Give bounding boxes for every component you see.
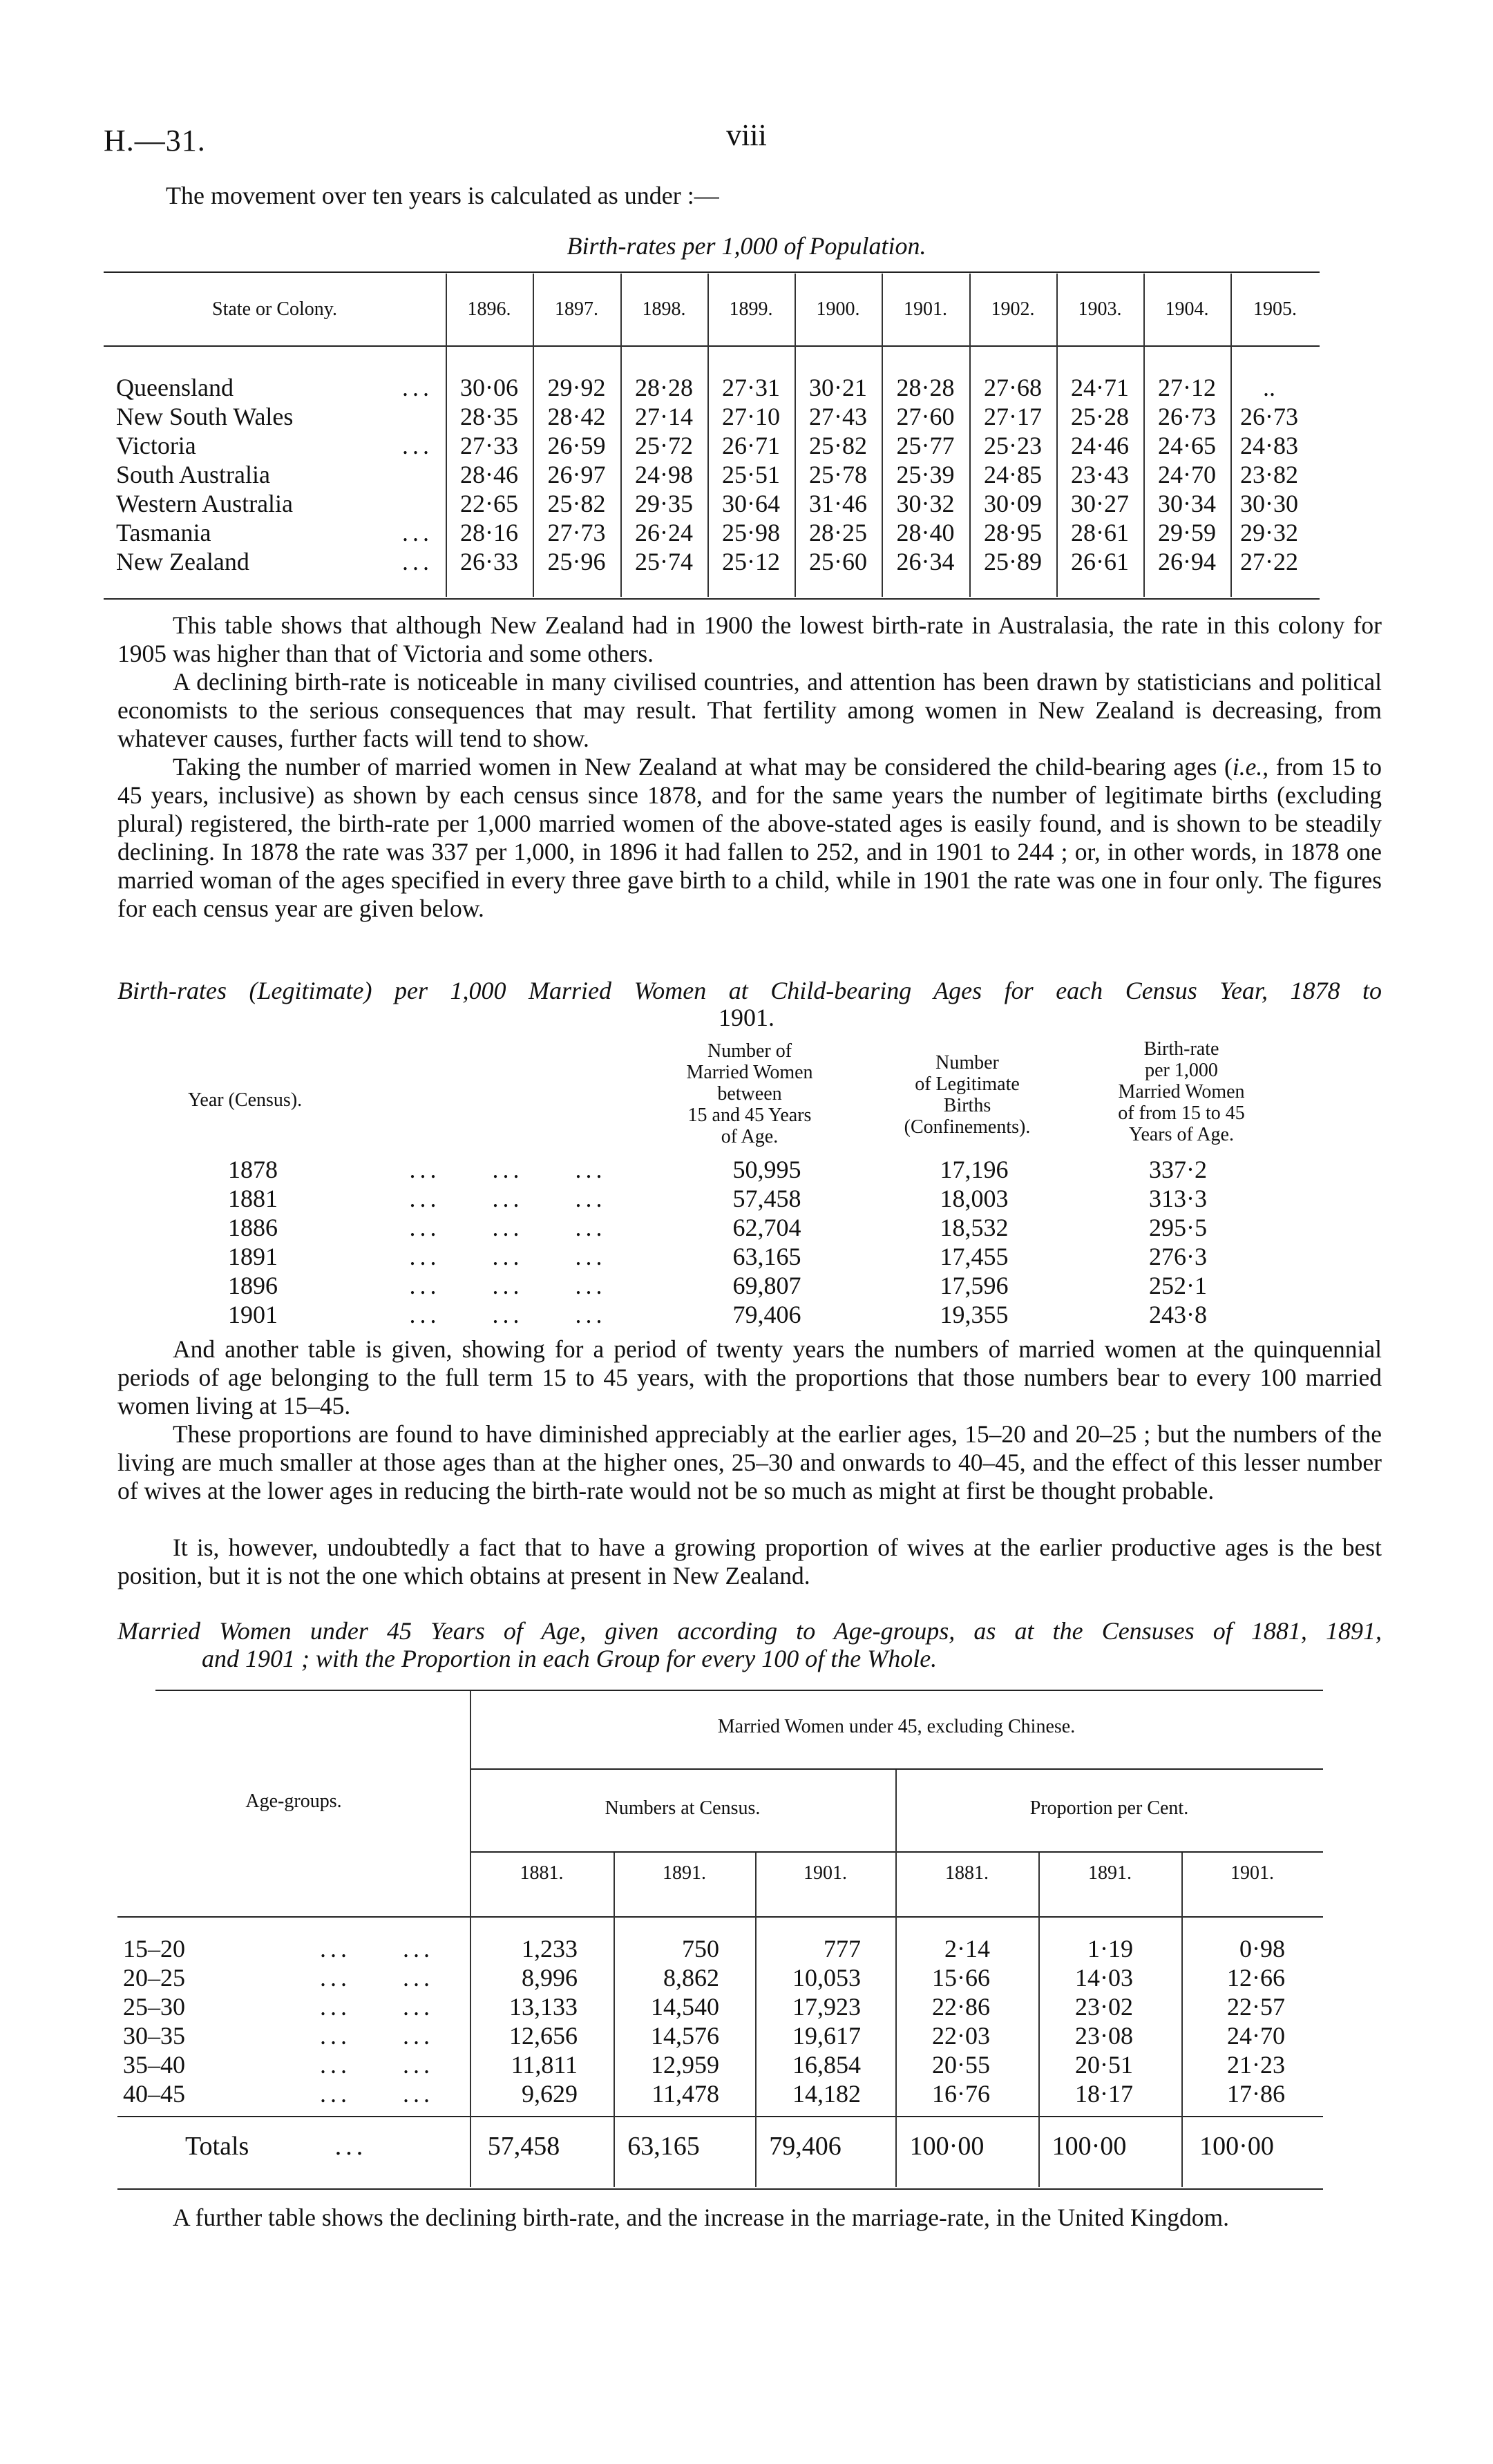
total-number: 57,458: [487, 2132, 560, 2161]
table3-header-rule: [117, 1916, 1323, 1918]
proportion-per-cent-header: Proportion per Cent.: [1029, 1797, 1189, 1819]
paragraph-2: [117, 668, 1382, 753]
table1-grid: [104, 274, 1320, 373]
birth-rate-value: 28·35: [460, 403, 518, 430]
paragraph-3-text-b: , from 15 to 45 years, inclusive) as shown by each census since 1878, and for the same years the number of legitimate births (excluding plural) registered, the birth-rate per 1,000 married women of the above-stated ages is easily found, and is shown to be steadily declining. In 1878 the rate was 337 per 1,000, in 1896 it had fallen to 252, and in 1901 to 244 ; or, in other words, in 1878 one married woman of the ages specified in every three gave birth to a child, while in 1901 the rate was one in four only. The figures for each census year are given below.: [117, 753, 1382, 922]
dot-leader: ... ... ...: [409, 1185, 607, 1212]
age-group: 35–40: [123, 2051, 185, 2079]
birth-rate-value: 25·51: [722, 461, 780, 488]
proportion-value: 23·02: [1075, 1993, 1133, 2021]
married-women-count: 79,406: [732, 1301, 801, 1328]
proportion-value: 18·17: [1075, 2080, 1133, 2108]
header-line: Number: [935, 1052, 999, 1073]
birth-rate-value: 337·2: [1149, 1156, 1207, 1183]
birth-rate-value: 25·82: [809, 432, 867, 459]
paragraph-4: [117, 1335, 1382, 1420]
year-column-header: 1881.: [520, 1862, 564, 1884]
age-group: 20–25: [123, 1964, 185, 1992]
census-year: 1891: [228, 1243, 278, 1270]
birth-rate-value: 276·3: [1149, 1243, 1207, 1270]
paragraph-4-text: And another table is given, showing for a period of twenty years the numbers of married women at the quinquennial periods of age belonging to the full term 15 to 45 years, with the proportions that those numbers bear to every 100 married women living at 15–45.: [117, 1335, 1382, 1420]
state-column-header: State or Colony.: [212, 298, 337, 320]
birth-rate-value: 28·42: [547, 403, 606, 430]
birth-rate-value: 30·09: [984, 490, 1042, 517]
married-women-header: [636, 1040, 864, 1147]
table2-row: [228, 1155, 1278, 1184]
legitimate-births-count: 18,003: [940, 1185, 1009, 1212]
state-name: Queensland: [116, 374, 234, 401]
census-year: 1881: [228, 1185, 278, 1212]
birth-rate-value: 25·72: [635, 432, 693, 459]
birth-rate-value: 25·77: [896, 432, 955, 459]
proportion-value: 17·86: [1227, 2080, 1285, 2108]
census-number: 14,182: [792, 2080, 861, 2108]
birth-rate-value: 28·46: [460, 461, 518, 488]
age-group: 40–45: [123, 2080, 185, 2108]
birth-rate-value: 27·60: [896, 403, 955, 430]
birth-rate-value: 27·10: [722, 403, 780, 430]
birth-rate-value: 28·16: [460, 519, 518, 546]
census-year: 1878: [228, 1156, 278, 1183]
proportion-value: 23·08: [1075, 2022, 1133, 2050]
birth-rate-value: 313·3: [1149, 1185, 1207, 1212]
table3-caption-line2: and 1901 ; with the Proportion in each Group for every 100 of the Whole.: [202, 1645, 938, 1672]
year-column-header: 1900.: [816, 298, 860, 320]
proportion-value: 2·14: [944, 1935, 990, 1962]
married-women-count: 62,704: [732, 1214, 801, 1241]
birth-rate-value: 27·17: [984, 403, 1042, 430]
dot-leader: ... ... ...: [409, 1243, 607, 1270]
birth-rate-value: 27·33: [460, 432, 518, 459]
table3-body: [123, 1934, 1313, 2108]
year-column-header: 1901.: [803, 1862, 847, 1884]
year-column-header: 1903.: [1078, 298, 1122, 320]
birth-rate-value: 27·14: [635, 403, 693, 430]
closing-paragraph: [117, 2204, 1382, 2232]
table1-row: [116, 373, 1308, 402]
table1-row: [116, 518, 1308, 547]
birth-rate-value: 25·60: [809, 548, 867, 575]
age-group: 25–30: [123, 1993, 185, 2021]
intro-line: The movement over ten years is calculated as under :—: [166, 182, 719, 209]
year-column-header: 1896.: [467, 298, 511, 320]
census-number: 12,656: [509, 2022, 578, 2050]
proportion-value: 12·66: [1227, 1964, 1285, 1992]
proportion-value: 24·70: [1227, 2022, 1285, 2050]
census-number: 14,540: [651, 1993, 719, 2021]
proportion-value: 0·98: [1239, 1935, 1285, 1962]
dot-leader: [344, 402, 446, 431]
total-proportion: 100·00: [1052, 2132, 1127, 2161]
census-number: 10,053: [792, 1964, 861, 1992]
table3-row: [123, 2021, 1313, 2050]
dot-leader: ... ...: [320, 1935, 434, 1962]
table1-header-row: [104, 274, 1320, 345]
birth-rate-value: 28·28: [896, 374, 955, 401]
birth-rate-value: 26·71: [722, 432, 780, 459]
birth-rate-value: 25·89: [984, 548, 1042, 575]
table1-caption: Birth-rates per 1,000 of Population.: [567, 232, 926, 260]
birth-rate-value: 24·98: [635, 461, 693, 488]
birth-rate-value: 24·71: [1071, 374, 1129, 401]
birth-rate-value: 24·46: [1071, 432, 1129, 459]
birth-rate-value: 26·94: [1158, 548, 1216, 575]
header-line: Births: [943, 1095, 991, 1116]
totals-row: [123, 2131, 1313, 2161]
age-group: 30–35: [123, 2022, 185, 2050]
header-line: per 1,000: [1145, 1060, 1218, 1081]
birth-rate-value: 22·65: [460, 490, 518, 517]
paragraph-2-text: A declining birth-rate is noticeable in many civilised countries, and attention has been drawn by statisticians and political economists to the serious consequences that may result. That fertility among women in New Zealand is decreasing, from whatever causes, further facts will tend to show.: [117, 668, 1382, 752]
birth-rate-value: 26·73: [1240, 403, 1298, 430]
census-number: 8,862: [663, 1964, 719, 1992]
birth-rate-value: 25·12: [722, 548, 780, 575]
state-name: New South Wales: [116, 403, 294, 430]
table1-bottom-rule: [104, 598, 1320, 600]
table2-row: [228, 1242, 1278, 1271]
state-name: South Australia: [116, 461, 270, 488]
legitimate-births-count: 19,355: [940, 1301, 1009, 1328]
birth-rate-value: 29·92: [547, 374, 606, 401]
birth-rate-value: 24·70: [1158, 461, 1216, 488]
table1-body: [116, 373, 1308, 576]
dot-leader: ... ... ...: [409, 1214, 607, 1241]
closing-paragraph-text: A further table shows the declining birth-rate, and the increase in the marriage-rate, in the United Kingdom.: [173, 2204, 1229, 2231]
birth-rate-value: 28·95: [984, 519, 1042, 546]
birth-rate-value: 24·83: [1240, 432, 1298, 459]
header-line: of Legitimate: [915, 1073, 1020, 1095]
birth-rate-value: 27·22: [1240, 548, 1298, 575]
census-number: 11,811: [511, 2051, 578, 2079]
proportion-value: 1·19: [1087, 1935, 1133, 1962]
birth-rate-value: 26·24: [635, 519, 693, 546]
birth-rate-value: 27·68: [984, 374, 1042, 401]
year-column-header: 1901.: [1230, 1862, 1274, 1884]
year-column-header: 1881.: [945, 1862, 989, 1884]
dot-leader: ... ... ...: [409, 1301, 607, 1328]
state-name: Western Australia: [116, 490, 294, 517]
proportion-value: 20·55: [932, 2051, 990, 2079]
birth-rate-value: 28·40: [896, 519, 955, 546]
birth-rate-value: 30·34: [1158, 490, 1216, 517]
state-name: New Zealand: [116, 548, 249, 575]
birth-rate-header: [1064, 1038, 1299, 1145]
married-women-count: 50,995: [732, 1156, 801, 1183]
table2-row: [228, 1213, 1278, 1242]
proportion-value: 22·86: [932, 1993, 990, 2021]
table3-row: [123, 1992, 1313, 2021]
birth-rate-value: 27·31: [722, 374, 780, 401]
married-women-super-header: Married Women under 45, excluding Chinese.: [717, 1716, 1076, 1737]
table3-row: [123, 2050, 1313, 2079]
paragraph-3: [117, 753, 1382, 923]
birth-rate-value: 23·43: [1071, 461, 1129, 488]
legitimate-births-header: [853, 1052, 1081, 1138]
census-year: 1896: [228, 1272, 278, 1299]
birth-rate-value: 24·85: [984, 461, 1042, 488]
birth-rate-value: 243·8: [1149, 1301, 1207, 1328]
census-number: 14,576: [651, 2022, 719, 2050]
header-line: Number of: [707, 1040, 792, 1062]
birth-rate-value: 25·74: [635, 548, 693, 575]
birth-rate-value: 28·25: [809, 519, 867, 546]
year-column-header: 1891.: [663, 1862, 706, 1884]
dot-leader: ... ... ...: [409, 1156, 607, 1183]
married-women-count: 69,807: [732, 1272, 801, 1299]
birth-rate-value: 28·61: [1071, 519, 1129, 546]
dot-leader: ... ...: [320, 2051, 434, 2079]
census-year: 1886: [228, 1214, 278, 1241]
year-census-header: Year (Census).: [188, 1089, 303, 1111]
page-number: viii: [726, 118, 767, 152]
dot-leader: ... ...: [320, 2080, 434, 2108]
dot-leader: ...: [402, 548, 433, 575]
table3-row: [123, 2079, 1313, 2108]
table1-row: [116, 431, 1308, 460]
page-reference: H.—31.: [104, 124, 206, 157]
birth-rate-value: 26·97: [547, 461, 606, 488]
paragraph-1: [117, 611, 1382, 668]
age-group: 15–20: [123, 1935, 185, 1962]
census-number: 13,133: [509, 1993, 578, 2021]
state-name: Tasmania: [116, 519, 211, 546]
birth-rate-value: 30·64: [722, 490, 780, 517]
birth-rate-value: 30·30: [1240, 490, 1298, 517]
legitimate-births-count: 17,455: [940, 1243, 1009, 1270]
table2-caption-line1: Birth-rates (Legitimate) per 1,000 Married Women at Child-bearing Ages for each Census Year, 1878 to: [117, 977, 1382, 1004]
year-column-header: 1891.: [1088, 1862, 1132, 1884]
census-number: 12,959: [651, 2051, 719, 2079]
birth-rate-value: 29·32: [1240, 519, 1298, 546]
year-column-header: 1897.: [555, 298, 598, 320]
birth-rate-value: 30·06: [460, 374, 518, 401]
birth-rate-value: 29·35: [635, 490, 693, 517]
birth-rate-value: 31·46: [809, 490, 867, 517]
header-line: Years of Age.: [1129, 1124, 1234, 1145]
birth-rate-value: 25·78: [809, 461, 867, 488]
birth-rate-value: 23·82: [1240, 461, 1298, 488]
birth-rate-value: 30·21: [809, 374, 867, 401]
birth-rate-value: 27·12: [1158, 374, 1216, 401]
header-line: of Age.: [721, 1126, 779, 1147]
proportion-value: 22·03: [932, 2022, 990, 2050]
table3-row: [123, 1963, 1313, 1992]
header-line: Married Women: [1118, 1081, 1245, 1102]
birth-rate-value: 26·59: [547, 432, 606, 459]
proportion-value: 15·66: [932, 1964, 990, 1992]
table3-caption-line1: Married Women under 45 Years of Age, given according to Age-groups, as at the Censuses of 1881, 1891,: [117, 1617, 1382, 1645]
header-line: Married Women: [686, 1062, 813, 1083]
total-proportion: 100·00: [909, 2132, 985, 2161]
dot-leader: ...: [334, 2132, 368, 2161]
total-number: 79,406: [769, 2132, 841, 2161]
birth-rate-value: 26·33: [460, 548, 518, 575]
dot-leader: ... ...: [320, 2022, 434, 2050]
dot-leader: ...: [402, 374, 433, 401]
table1-row: [116, 489, 1308, 518]
birth-rate-value: 27·73: [547, 519, 606, 546]
dot-leader: ... ...: [320, 1993, 434, 2021]
birth-rate-value: 25·96: [547, 548, 606, 575]
birth-rate-value: 30·32: [896, 490, 955, 517]
dot-leader: [344, 460, 446, 489]
year-column-header: 1901.: [904, 298, 947, 320]
legitimate-births-count: 17,596: [940, 1272, 1009, 1299]
paragraph-5: [117, 1420, 1382, 1505]
header-line: (Confinements).: [904, 1116, 1031, 1138]
dot-leader: ...: [402, 432, 433, 459]
married-women-count: 57,458: [732, 1185, 801, 1212]
census-number: 11,478: [652, 2080, 719, 2108]
table2-row: [228, 1184, 1278, 1213]
census-number: 9,629: [522, 2080, 578, 2108]
birth-rate-value: 295·5: [1149, 1214, 1207, 1241]
year-column-header: 1899.: [729, 298, 773, 320]
age-groups-header: Age-groups.: [245, 1790, 342, 1812]
year-column-header: 1902.: [991, 298, 1035, 320]
table1-row: [116, 547, 1308, 576]
proportion-value: 21·23: [1227, 2051, 1285, 2079]
legitimate-births-count: 18,532: [940, 1214, 1009, 1241]
birth-rate-value: 25·28: [1071, 403, 1129, 430]
table1-top-rule: [104, 271, 1320, 273]
birth-rate-value: 25·39: [896, 461, 955, 488]
header-line: Birth-rate: [1143, 1038, 1219, 1060]
census-year: 1901: [228, 1301, 278, 1328]
birth-rate-value: 30·27: [1071, 490, 1129, 517]
census-number: 777: [824, 1935, 861, 1962]
birth-rate-value: 252·1: [1149, 1272, 1207, 1299]
census-number: 19,617: [792, 2022, 861, 2050]
birth-rate-value: 27·43: [809, 403, 867, 430]
birth-rate-value: ..: [1263, 374, 1275, 401]
table2-caption-line2: 1901.: [719, 1004, 774, 1031]
dot-leader: ... ...: [320, 1964, 434, 1992]
totals-label: Totals: [185, 2132, 249, 2161]
birth-rate-value: 26·61: [1071, 548, 1129, 575]
birth-rate-value: 26·34: [896, 548, 955, 575]
paragraph-6: [117, 1534, 1382, 1590]
header-line: 15 and 45 Years: [687, 1105, 812, 1126]
numbers-at-census-header: Numbers at Census.: [605, 1797, 761, 1819]
census-number: 17,923: [792, 1993, 861, 2021]
table3-top-rule: [155, 1690, 1323, 1691]
table1-row: [116, 402, 1308, 431]
header-line: of from 15 to 45: [1118, 1102, 1245, 1124]
census-number: 8,996: [522, 1964, 578, 1992]
birth-rate-value: 24·65: [1158, 432, 1216, 459]
paragraph-1-text: This table shows that although New Zealand had in 1900 the lowest birth-rate in Australasia, the rate in this colony for 1905 was higher than that of Victoria and some others.: [117, 611, 1382, 667]
header-line: between: [717, 1083, 782, 1105]
table3-totals: [123, 2131, 1313, 2161]
state-name: Victoria: [116, 432, 196, 459]
birth-rate-value: 29·59: [1158, 519, 1216, 546]
total-number: 63,165: [627, 2132, 700, 2161]
paragraph-3-ie: i.e.: [1232, 753, 1263, 781]
table2-body: [228, 1155, 1278, 1329]
proportion-value: 16·76: [932, 2080, 990, 2108]
birth-rate-value: 25·98: [722, 519, 780, 546]
birth-rate-value: 25·82: [547, 490, 606, 517]
birth-rate-value: 25·23: [984, 432, 1042, 459]
proportion-value: 20·51: [1075, 2051, 1133, 2079]
year-column-header: 1905.: [1253, 298, 1297, 320]
table2-row: [228, 1271, 1278, 1300]
table3-row: [123, 1934, 1313, 1963]
paragraph-5-text: These proportions are found to have diminished appreciably at the earlier ages, 15–20 and 20–25 ; but the numbers of the living are much smaller at those ages than at the higher ones, 25–30 and onwards to 40–45, and the effect of this lesser number of wives at the lower ages in reducing the birth-rate would not be so much as might at first be thought probable.: [117, 1420, 1382, 1505]
proportion-value: 14·03: [1075, 1964, 1133, 1992]
table3-bottom-rule: [117, 2188, 1323, 2190]
paragraph-6-text: It is, however, undoubtedly a fact that to have a growing proportion of wives at the earlier productive ages is the best position, but it is not the one which obtains at present in New Zealand.: [117, 1534, 1382, 1589]
proportion-value: 22·57: [1227, 1993, 1285, 2021]
census-number: 16,854: [792, 2051, 861, 2079]
year-column-header: 1898.: [642, 298, 686, 320]
table3-totals-rule: [117, 2116, 1323, 2117]
census-number: 750: [682, 1935, 719, 1962]
dot-leader: ...: [402, 519, 433, 546]
table2-row: [228, 1300, 1278, 1329]
dot-leader: ... ... ...: [409, 1272, 607, 1299]
census-number: 1,233: [522, 1935, 578, 1962]
birth-rate-value: 28·28: [635, 374, 693, 401]
dot-leader: [344, 489, 446, 518]
total-proportion: 100·00: [1199, 2132, 1274, 2161]
married-women-count: 63,165: [732, 1243, 801, 1270]
table1-row: [116, 460, 1308, 489]
paragraph-3-text-a: Taking the number of married women in New Zealand at what may be considered the child-bearing ages (: [173, 753, 1233, 781]
birth-rate-value: 26·73: [1158, 403, 1216, 430]
year-column-header: 1904.: [1165, 298, 1209, 320]
legitimate-births-count: 17,196: [940, 1156, 1009, 1183]
